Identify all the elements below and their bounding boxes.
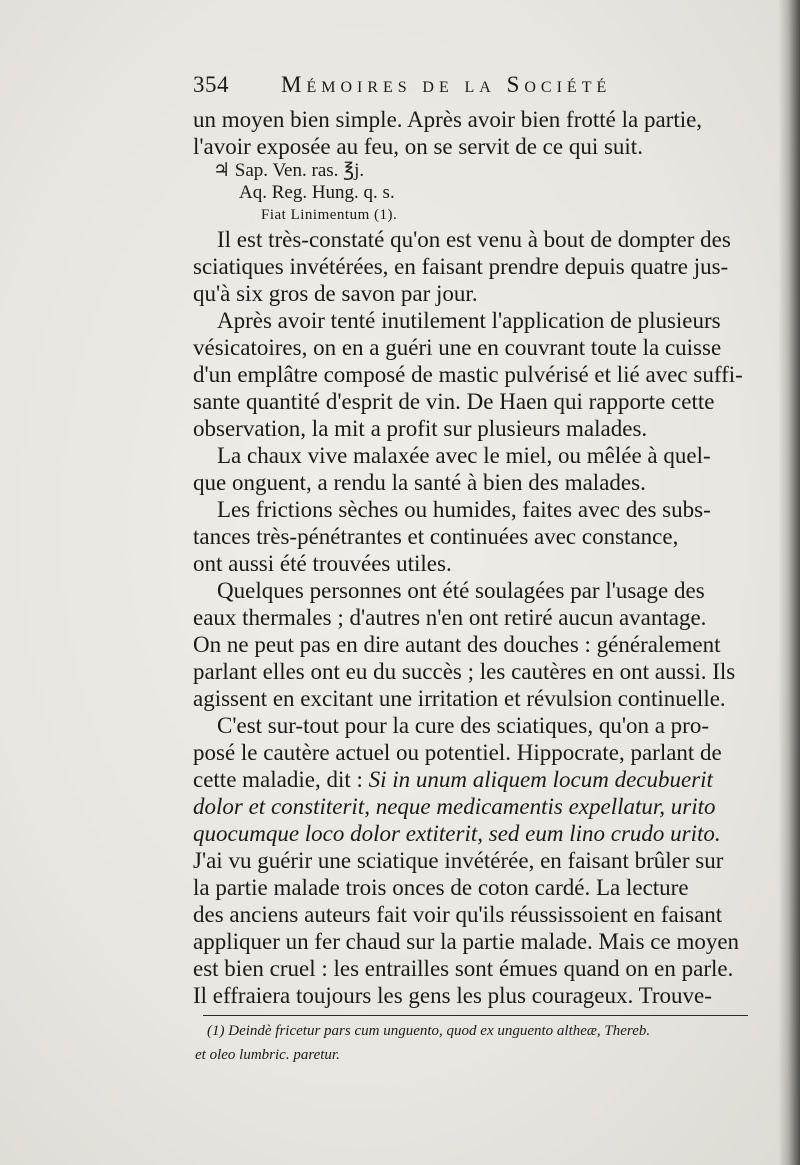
text-line: Il effraiera toujours les gens les plus courageux. Trouve- [193, 983, 712, 1008]
footnote-line: et oleo lumbric. paretur. [195, 1047, 340, 1063]
latin-quote-line: quocumque loco dolor extiterit, sed eum lino crudo urito. [193, 821, 721, 846]
text-line: appliquer un fer chaud sur la partie malade. Mais ce moyen [193, 929, 740, 954]
text-line: J'ai vu guérir une sciatique invétérée, en faisant brûler sur [193, 848, 724, 873]
paragraph-start-line: Les frictions sèches ou humides, faites avec des subs- [217, 497, 711, 522]
text-block [193, 72, 753, 1064]
text-line: parlant elles ont eu du succès ; les cautères en ont aussi. Ils [193, 659, 736, 684]
text-line: ont aussi été trouvées utiles. [193, 551, 452, 576]
running-head [193, 72, 753, 106]
text-line: sciatiques invétérées, en faisant prendre depuis quatre jus- [193, 254, 729, 279]
paragraph-start-line: La chaux vive malaxée avec le miel, ou mêlée à quel- [217, 443, 711, 468]
text-line: la partie malade trois onces de coton cardé. La lecture [193, 875, 689, 900]
text-line: agissent en excitant une irritation et révulsion continuelle. [193, 686, 726, 711]
paragraph-start-line: Quelques personnes ont été soulagées par l'usage des [217, 578, 705, 603]
text-line: d'un emplâtre composé de mastic pulvérisé et lié avec suffi- [193, 362, 743, 387]
text-line: eaux thermales ; d'autres n'en ont retiré aucun avantage. [193, 605, 707, 630]
page-number: 354 [193, 72, 229, 97]
text-line: posé le cautère actuel ou potentiel. Hippocrate, parlant de [193, 740, 722, 765]
prescription-line: ♃ Sap. Ven. ras. ℥j. [213, 160, 365, 181]
text-line: vésicatoires, on en a guéri une en couvrant toute la cuisse [193, 335, 722, 360]
text-line: tances très-pénétrantes et continuées avec constance, [193, 524, 679, 549]
running-title: Mémoires de la Société [281, 72, 612, 97]
text-line [193, 766, 753, 793]
text-line: que onguent, a rendu la santé à bien des malades. [193, 470, 646, 495]
text-line: qu'à six gros de savon par jour. [193, 281, 478, 306]
text-segment: cette maladie, dit : [193, 767, 369, 792]
text-line: l'avoir exposée au feu, on se servit de ce qui suit. [193, 134, 643, 159]
latin-quote-line: dolor et constiterit, neque medicamentis expellatur, urito [193, 794, 716, 819]
text-line: est bien cruel : les entrailles sont émues quand on en parle. [193, 956, 734, 981]
text-line: des anciens auteurs fait voir qu'ils réussissoient en faisant [193, 902, 723, 927]
latin-quote: Si in unum aliquem locum decubuerit [368, 767, 713, 792]
prescription-line: Fiat Linimentum (1). [261, 207, 398, 223]
binding-gutter-shadow [778, 0, 800, 1165]
footnote-divider [203, 1015, 748, 1016]
text-line: observation, la mit a profit sur plusieurs malades. [193, 416, 648, 441]
paragraph-start-line: Il est très-constaté qu'on est venu à bout de dompter des [217, 227, 731, 252]
paragraph-start-line: Après avoir tenté inutilement l'application de plusieurs [217, 308, 721, 333]
paragraph-start-line: C'est sur-tout pour la cure des sciatiques, qu'on a pro- [217, 713, 709, 738]
text-line: sante quantité d'esprit de vin. De Haen qui rapporte cette [193, 389, 715, 414]
text-line: un moyen bien simple. Après avoir bien frotté la partie, [193, 107, 703, 132]
footnote-line: (1) Deindè fricetur pars cum unguento, quod ex unguento altheæ, Thereb. [207, 1023, 651, 1039]
prescription-line: Aq. Reg. Hung. q. s. [239, 182, 395, 203]
text-line: On ne peut pas en dire autant des douches : généralement [193, 632, 721, 657]
